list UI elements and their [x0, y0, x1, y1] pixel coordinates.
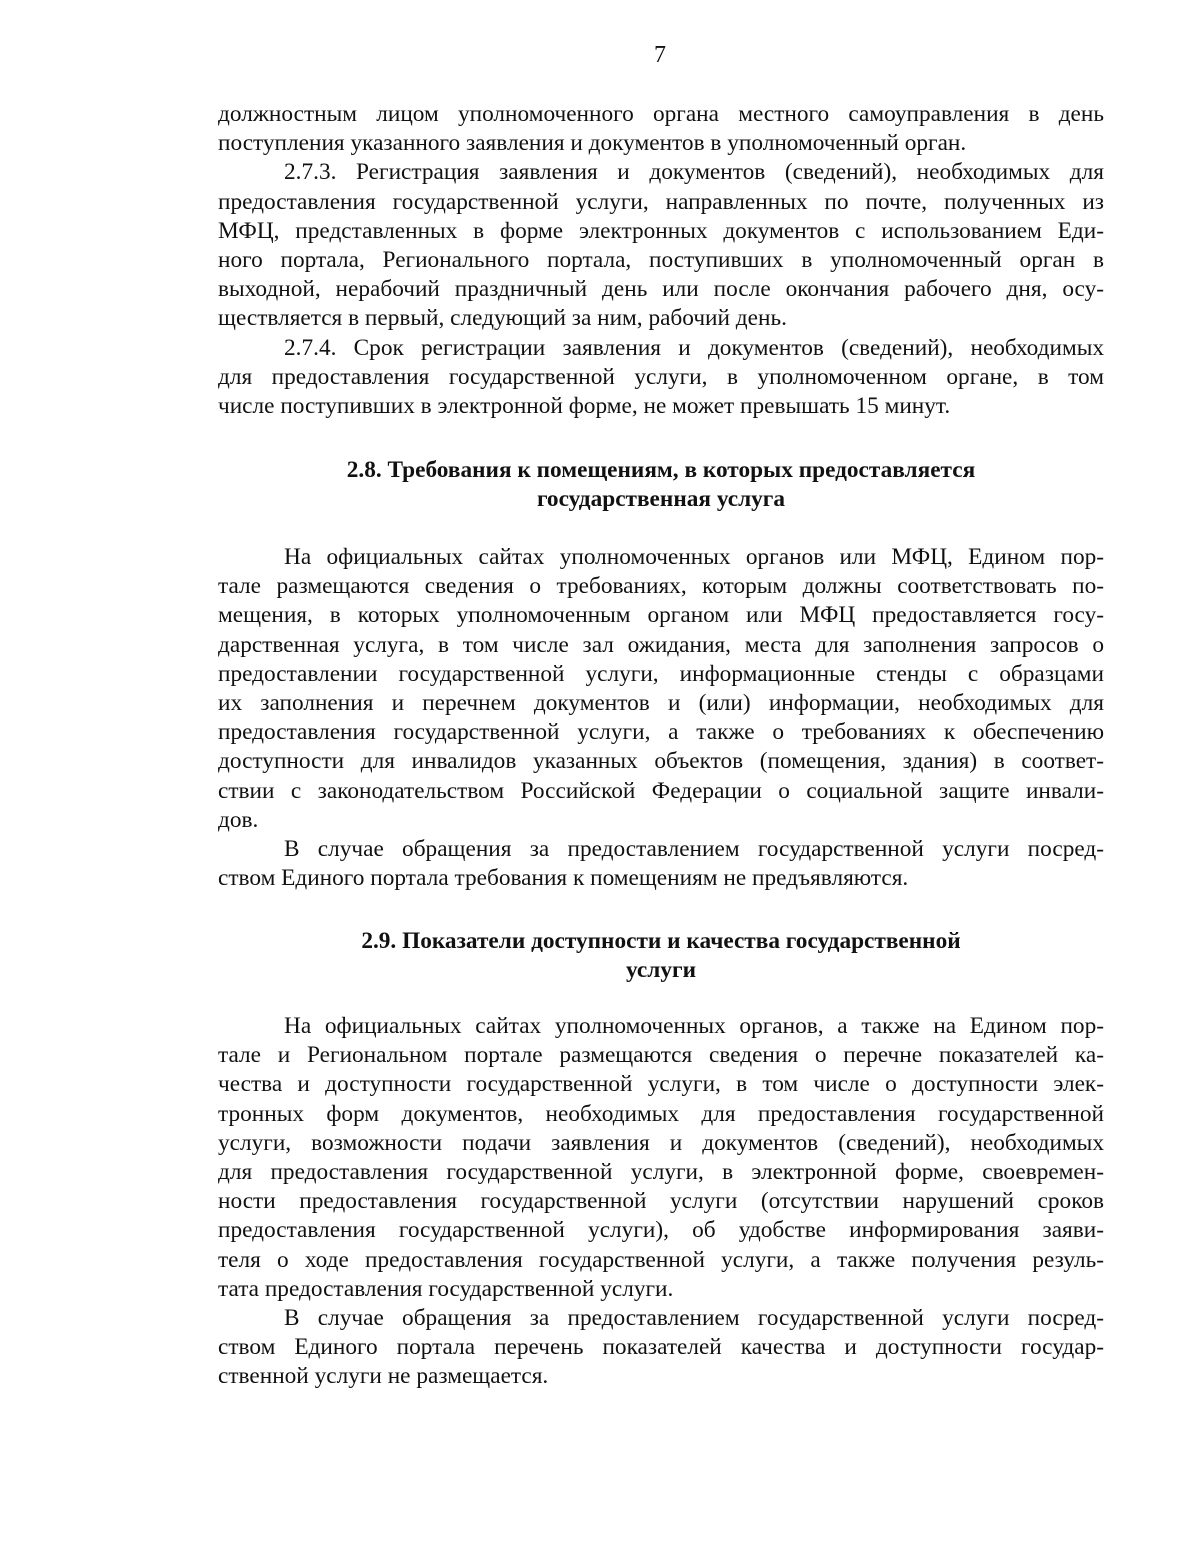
text-line: тале размещаются сведения о требованиях, которым должны соответствовать по-	[218, 573, 1104, 600]
heading-line: 2.8. Требования к помещениям, в которых предоставляется	[346, 457, 976, 483]
text-line: ществляется в первый, следующий за ним, рабочий день.	[218, 305, 787, 332]
text-line: В случае обращения за предоставлением государственной услуги посред-	[284, 836, 1104, 863]
text-line: предоставления государственной услуги), об удобстве информирования заяви-	[218, 1217, 1104, 1244]
text-line: ством Единого портала требования к помещениям не предъявляются.	[218, 865, 909, 892]
text-line: для предоставления государственной услуги, в уполномоченном органе, в том	[218, 363, 1104, 390]
text-line: ствии с законодательством Российской Федерации о социальной защите инвали-	[218, 777, 1104, 804]
section-2-7-text	[218, 100, 1104, 421]
section-heading-2-8	[218, 456, 1104, 514]
text-line: МФЦ, представленных в форме электронных документов с использованием Еди-	[218, 217, 1104, 244]
text-line: дов.	[218, 806, 259, 833]
heading-line: государственная услуга	[536, 486, 786, 512]
text-line: ством Единого портала перечень показателей качества и доступности государ-	[218, 1334, 1104, 1361]
section-2-8-text	[218, 543, 1104, 893]
text-line: предоставления государственной услуги, а также о требованиях к обеспечению	[218, 719, 1104, 746]
text-line: чества и доступности государственной услуги, в том числе о доступности элек-	[218, 1071, 1104, 1098]
text-line: предоставления государственной услуги, направленных по почте, полученных из	[218, 188, 1104, 215]
text-line: числе поступивших в электронной форме, не может превышать 15 минут.	[218, 393, 951, 420]
text-line: их заполнения и перечнем документов и (или) информации, необходимых для	[218, 690, 1104, 717]
text-line: На официальных сайтах уполномоченных органов, а также на Едином пор-	[284, 1013, 1104, 1039]
text-line: услуги, возможности подачи заявления и документов (сведений), необходимых	[218, 1129, 1104, 1156]
text-line: ного портала, Регионального портала, поступивших в уполномоченный орган в	[218, 247, 1104, 274]
text-line: для предоставления государственной услуги, в электронной форме, своевремен-	[218, 1159, 1104, 1186]
text-line: На официальных сайтах уполномоченных органов или МФЦ, Едином пор-	[284, 544, 1104, 570]
text-line: тале и Региональном портале размещаются сведения о перечне показателей ка-	[218, 1042, 1104, 1069]
section-heading-2-9	[218, 927, 1104, 985]
text-line: В случае обращения за предоставлением государственной услуги посред-	[284, 1305, 1104, 1332]
text-line: ственной услуги не размещается.	[218, 1363, 549, 1390]
text-line: мещения, в которых уполномоченным органом или МФЦ предоставляется госу-	[218, 602, 1104, 629]
text-line: предоставлении государственной услуги, информационные стенды с образцами	[218, 660, 1104, 687]
section-2-9-text	[218, 1012, 1104, 1392]
heading-line: 2.9. Показатели доступности и качества государственной	[361, 928, 961, 954]
text-line: выходной, нерабочий праздничный день или после окончания рабочего дня, осу-	[218, 276, 1104, 303]
text-line: ности предоставления государственной услуги (отсутствии нарушений сроков	[218, 1188, 1104, 1215]
text-line: должностным лицом уполномоченного органа местного самоуправления в день	[218, 101, 1104, 127]
text-line: теля о ходе предоставления государственной услуги, а также получения резуль-	[218, 1246, 1104, 1273]
page-number: 7	[654, 42, 666, 68]
text-line: доступности для инвалидов указанных объектов (помещения, здания) в соответ-	[218, 748, 1104, 775]
text-line: 2.7.3. Регистрация заявления и документов (сведений), необходимых для	[284, 159, 1104, 186]
text-line: тронных форм документов, необходимых для предоставления государственной	[218, 1100, 1104, 1127]
text-line: 2.7.4. Срок регистрации заявления и документов (сведений), необходимых	[284, 334, 1104, 361]
text-line: тата предоставления государственной услуги.	[218, 1275, 674, 1302]
text-line: поступления указанного заявления и документов в уполномоченный орган.	[218, 130, 967, 157]
text-line: дарственная услуга, в том числе зал ожидания, места для заполнения запросов о	[218, 631, 1104, 658]
heading-line: услуги	[626, 957, 696, 983]
